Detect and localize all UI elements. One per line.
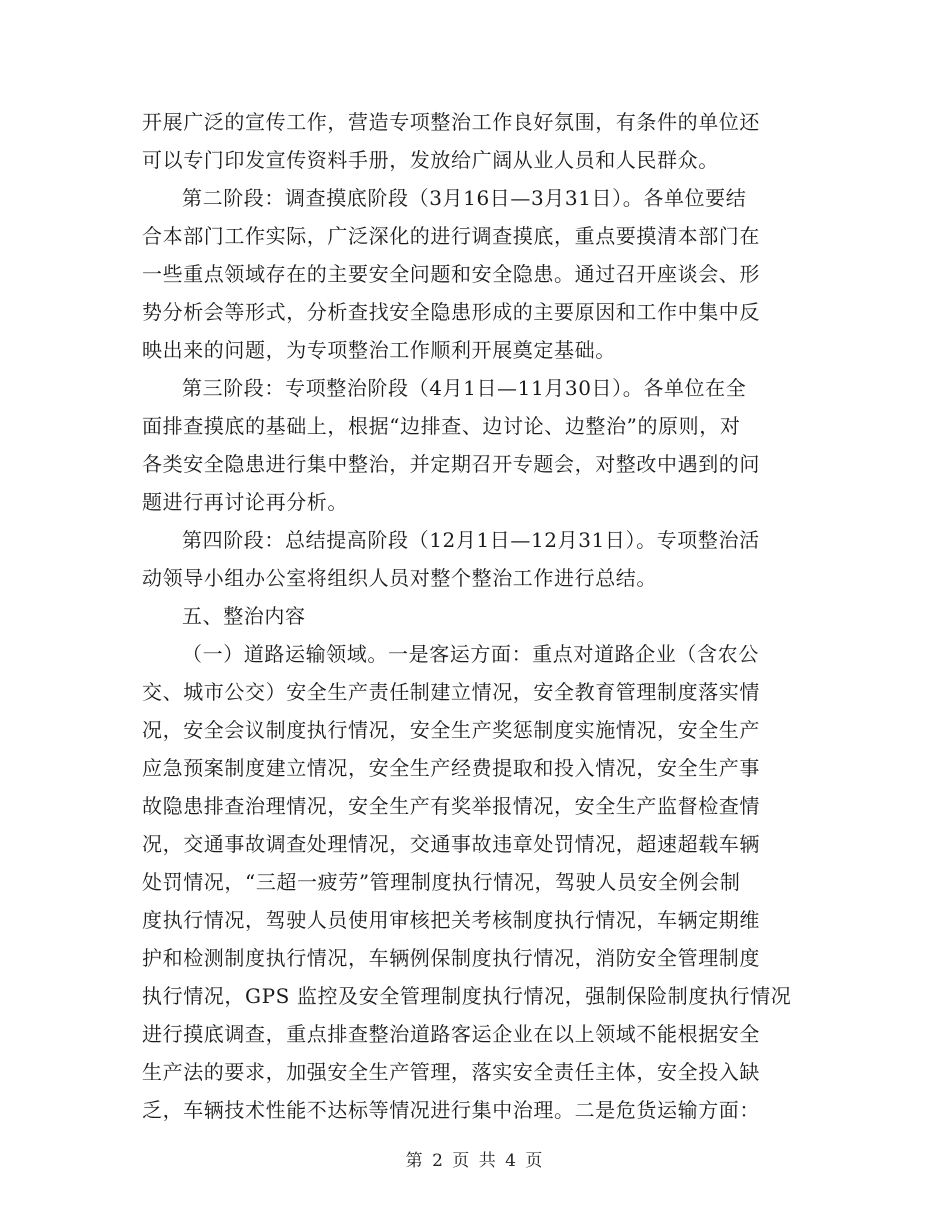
section-heading: 五、整治内容 [182,604,306,628]
text-line: 第二阶段：调查摸底阶段（3月16日—3月31日）。各单位要结 [182,186,747,210]
text-line: 题进行再讨论再分析。 [142,490,348,514]
text-line: 合本部门工作实际，广泛深化的进行调查摸底，重点要摸清本部门在 [142,224,760,248]
text-line: 况，交通事故调查处理情况，交通事故违章处罚情况，超速超载车辆 [142,832,760,856]
text-line: 映出来的问题，为专项整治工作顺利开展奠定基础。 [142,338,616,362]
text-line: 开展广泛的宣传工作，营造专项整治工作良好氛围，有条件的单位还 [142,110,760,134]
text-line: 可以专门印发宣传资料手册，发放给广阔从业人员和人民群众。 [142,148,719,172]
text-line: 第三阶段：专项整治阶段（4月1日—11月30日）。各单位在全 [182,376,747,400]
text-line: 况，安全会议制度执行情况，安全生产奖惩制度实施情况，安全生产 [142,718,760,742]
text-line: 执行情况，GPS 监控及安全管理制度执行情况，强制保险制度执行情况 [142,984,792,1008]
text-line: 护和检测制度执行情况，车辆例保制度执行情况，消防安全管理制度 [142,946,760,970]
text-line: 第四阶段：总结提高阶段（12月1日—12月31日）。专项整治活 [182,528,760,552]
text-line: 动领导小组办公室将组织人员对整个整治工作进行总结。 [142,566,657,590]
page-number-footer: 第 2 页 共 4 页 [405,1151,545,1171]
text-line: （一）道路运输领域。一是客运方面：重点对道路企业（含农公 [182,642,759,666]
document-body [142,103,810,1129]
text-line: 各类安全隐患进行集中整治，并定期召开专题会，对整改中遇到的问 [142,452,760,476]
text-line: 故隐患排查治理情况，安全生产有奖举报情况，安全生产监督检查情 [142,794,760,818]
text-line: 面排查摸底的基础上，根据“边排查、边讨论、边整治”的原则，对 [142,414,741,438]
text-line: 生产法的要求，加强安全生产管理，落实安全责任主体，安全投入缺 [142,1060,760,1084]
text-line: 势分析会等形式，分析查找安全隐患形成的主要原因和工作中集中反 [142,300,760,324]
text-line: 度执行情况，驾驶人员使用审核把关考核制度执行情况，车辆定期维 [142,908,760,932]
text-line: 交、城市公交）安全生产责任制建立情况，安全教育管理制度落实情 [142,680,760,704]
text-line: 应急预案制度建立情况，安全生产经费提取和投入情况，安全生产事 [142,756,760,780]
text-line: 一些重点领域存在的主要安全问题和安全隐患。通过召开座谈会、形 [142,262,760,286]
text-line: 乏，车辆技术性能不达标等情况进行集中治理。二是危货运输方面： [142,1098,760,1122]
text-line: 处罚情况，“三超一疲劳”管理制度执行情况，驾驶人员安全例会制 [142,870,741,894]
text-line: 进行摸底调查，重点排查整治道路客运企业在以上领域不能根据安全 [142,1022,760,1046]
